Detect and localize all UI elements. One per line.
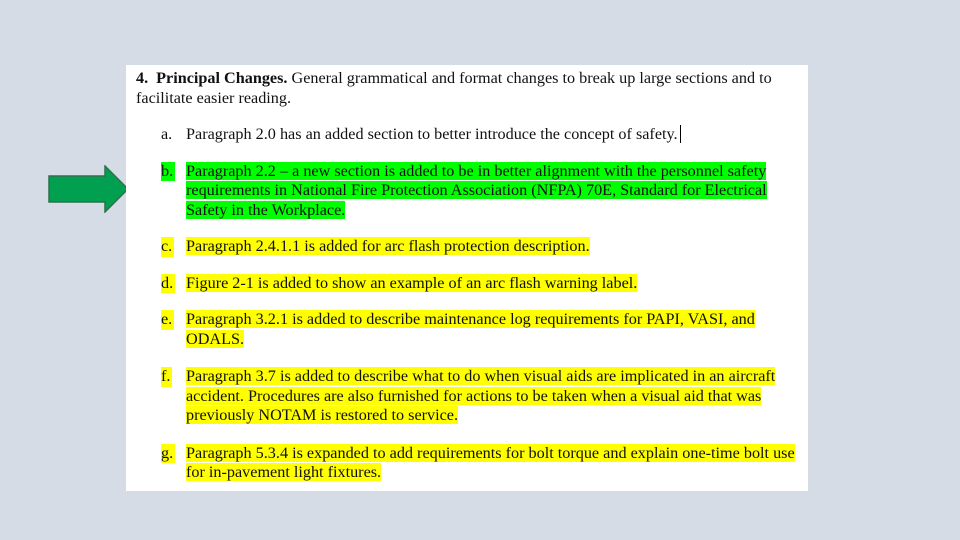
item-marker: c. xyxy=(161,237,173,255)
list-item xyxy=(126,444,806,483)
item-marker: f. xyxy=(161,367,171,385)
right-arrow-icon xyxy=(48,165,130,213)
list-item xyxy=(126,162,802,221)
document-page xyxy=(126,65,808,491)
item-text: Figure 2-1 is added to show an example of an arc flash warning label. xyxy=(186,273,638,292)
item-text: Paragraph 3.7 is added to describe what to do when visual aids are implicated in an aircraft accident. Procedures are also furnished for actions to be taken when a visual aid that was previously NOTAM is restored to service. xyxy=(186,367,776,424)
item-text: Paragraph 2.4.1.1 is added for arc flash protection description. xyxy=(186,237,590,255)
text-cursor xyxy=(680,125,681,143)
item-text: Paragraph 2.2 – a new section is added to be in better alignment with the personnel safety requirements in National Fire Protection Association (NFPA) 70E, Standard for Electrical Safety in the Workplace. xyxy=(186,161,767,219)
item-marker: a. xyxy=(161,125,173,143)
section-title: Principal Changes. xyxy=(156,69,288,87)
list-item xyxy=(126,367,806,426)
item-marker: d. xyxy=(161,273,174,292)
list-item xyxy=(126,310,798,349)
item-text: Paragraph 5.3.4 is expanded to add requirements for bolt torque and explain one-time bolt use for in-pavement light fixtures. xyxy=(186,443,795,481)
section-intro: General grammatical and format changes to break up large sections and to facilitate easier reading. xyxy=(136,69,772,107)
item-marker: b. xyxy=(161,161,174,180)
changes-list xyxy=(126,125,808,483)
section-heading xyxy=(136,68,804,108)
item-text: Paragraph 2.0 has an added section to better introduce the concept of safety. xyxy=(186,125,678,143)
item-marker: g. xyxy=(161,443,174,462)
list-item xyxy=(126,237,806,257)
list-item xyxy=(126,125,806,145)
item-text: Paragraph 3.2.1 is added to describe maintenance log requirements for PAPI, VASI, and ODALS. xyxy=(186,310,755,348)
item-marker: e. xyxy=(161,310,173,328)
section-number: 4. xyxy=(136,69,149,87)
list-item xyxy=(126,274,806,294)
